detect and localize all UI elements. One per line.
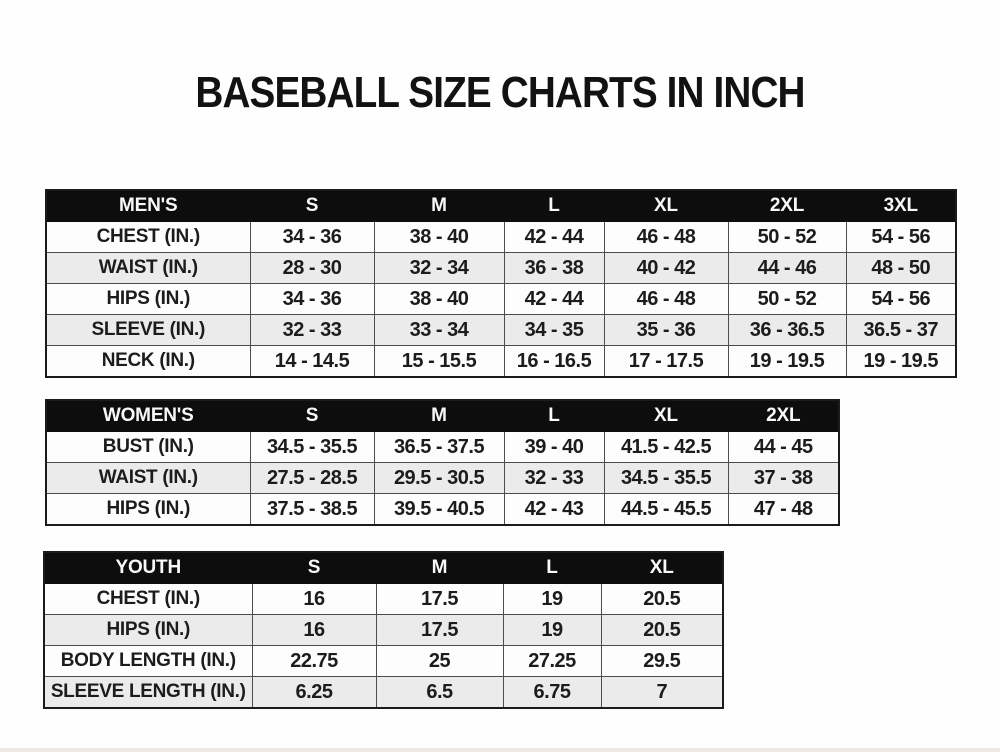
size-column-header: M bbox=[374, 400, 504, 432]
size-value: 34 - 36 bbox=[250, 284, 374, 315]
size-value: 38 - 40 bbox=[374, 222, 504, 253]
size-column-header: S bbox=[250, 400, 374, 432]
size-value: 34.5 - 35.5 bbox=[250, 432, 374, 463]
size-value: 6.5 bbox=[376, 677, 503, 709]
size-value: 19 - 19.5 bbox=[728, 346, 846, 378]
scan-edge-shadow bbox=[0, 748, 1000, 752]
size-column-header: S bbox=[250, 190, 374, 222]
size-value: 20.5 bbox=[601, 584, 723, 615]
size-value: 40 - 42 bbox=[604, 253, 728, 284]
size-row bbox=[46, 346, 956, 378]
measurement-label: SLEEVE (IN.) bbox=[46, 315, 250, 346]
table-title: MEN'S bbox=[46, 190, 250, 222]
size-value: 17.5 bbox=[376, 584, 503, 615]
size-row bbox=[44, 677, 723, 709]
size-value: 14 - 14.5 bbox=[250, 346, 374, 378]
size-row bbox=[46, 463, 839, 494]
size-value: 32 - 34 bbox=[374, 253, 504, 284]
size-row bbox=[46, 315, 956, 346]
size-value: 42 - 44 bbox=[504, 222, 604, 253]
size-value: 54 - 56 bbox=[846, 284, 956, 315]
size-value: 50 - 52 bbox=[728, 284, 846, 315]
table-title: YOUTH bbox=[44, 552, 252, 584]
size-value: 16 - 16.5 bbox=[504, 346, 604, 378]
measurement-label: HIPS (IN.) bbox=[46, 284, 250, 315]
size-column-header: M bbox=[374, 190, 504, 222]
measurement-label: HIPS (IN.) bbox=[44, 615, 252, 646]
size-value: 36.5 - 37 bbox=[846, 315, 956, 346]
size-value: 6.75 bbox=[503, 677, 601, 709]
size-value: 36 - 36.5 bbox=[728, 315, 846, 346]
size-value: 44 - 45 bbox=[728, 432, 839, 463]
size-value: 33 - 34 bbox=[374, 315, 504, 346]
size-value: 39 - 40 bbox=[504, 432, 604, 463]
size-column-header: XL bbox=[601, 552, 723, 584]
size-row bbox=[46, 253, 956, 284]
size-value: 6.25 bbox=[252, 677, 376, 709]
size-column-header: L bbox=[504, 400, 604, 432]
size-value: 36.5 - 37.5 bbox=[374, 432, 504, 463]
header-row bbox=[44, 552, 723, 584]
size-column-header: 3XL bbox=[846, 190, 956, 222]
size-column-header: S bbox=[252, 552, 376, 584]
measurement-label: WAIST (IN.) bbox=[46, 253, 250, 284]
size-value: 35 - 36 bbox=[604, 315, 728, 346]
size-value: 46 - 48 bbox=[604, 222, 728, 253]
youth-size-table bbox=[43, 551, 724, 709]
size-value: 22.75 bbox=[252, 646, 376, 677]
size-value: 20.5 bbox=[601, 615, 723, 646]
size-value: 15 - 15.5 bbox=[374, 346, 504, 378]
mens-size-table bbox=[45, 189, 957, 378]
size-value: 34 - 36 bbox=[250, 222, 374, 253]
size-value: 46 - 48 bbox=[604, 284, 728, 315]
size-value: 34 - 35 bbox=[504, 315, 604, 346]
size-row bbox=[46, 432, 839, 463]
size-column-header: XL bbox=[604, 190, 728, 222]
measurement-label: CHEST (IN.) bbox=[46, 222, 250, 253]
size-value: 19 bbox=[503, 615, 601, 646]
size-column-header: XL bbox=[604, 400, 728, 432]
size-value: 37 - 38 bbox=[728, 463, 839, 494]
size-value: 44.5 - 45.5 bbox=[604, 494, 728, 526]
size-value: 42 - 43 bbox=[504, 494, 604, 526]
size-row bbox=[46, 222, 956, 253]
size-value: 32 - 33 bbox=[250, 315, 374, 346]
measurement-label: WAIST (IN.) bbox=[46, 463, 250, 494]
size-row bbox=[44, 646, 723, 677]
size-value: 28 - 30 bbox=[250, 253, 374, 284]
header-row bbox=[46, 190, 956, 222]
size-value: 50 - 52 bbox=[728, 222, 846, 253]
size-value: 19 - 19.5 bbox=[846, 346, 956, 378]
size-value: 54 - 56 bbox=[846, 222, 956, 253]
size-value: 41.5 - 42.5 bbox=[604, 432, 728, 463]
measurement-label: SLEEVE LENGTH (IN.) bbox=[44, 677, 252, 709]
size-value: 17 - 17.5 bbox=[604, 346, 728, 378]
size-value: 48 - 50 bbox=[846, 253, 956, 284]
size-row bbox=[46, 494, 839, 526]
size-value: 19 bbox=[503, 584, 601, 615]
table-title: WOMEN'S bbox=[46, 400, 250, 432]
size-column-header: L bbox=[504, 190, 604, 222]
measurement-label: HIPS (IN.) bbox=[46, 494, 250, 526]
measurement-label: BUST (IN.) bbox=[46, 432, 250, 463]
size-value: 38 - 40 bbox=[374, 284, 504, 315]
size-row bbox=[44, 615, 723, 646]
size-value: 17.5 bbox=[376, 615, 503, 646]
size-value: 25 bbox=[376, 646, 503, 677]
size-value: 44 - 46 bbox=[728, 253, 846, 284]
header-row bbox=[46, 400, 839, 432]
size-value: 27.5 - 28.5 bbox=[250, 463, 374, 494]
page-title: BASEBALL SIZE CHARTS IN INCH bbox=[195, 68, 805, 117]
size-value: 7 bbox=[601, 677, 723, 709]
size-value: 39.5 - 40.5 bbox=[374, 494, 504, 526]
size-value: 36 - 38 bbox=[504, 253, 604, 284]
size-value: 16 bbox=[252, 615, 376, 646]
size-row bbox=[44, 584, 723, 615]
size-value: 37.5 - 38.5 bbox=[250, 494, 374, 526]
size-column-header: L bbox=[503, 552, 601, 584]
size-value: 42 - 44 bbox=[504, 284, 604, 315]
size-value: 32 - 33 bbox=[504, 463, 604, 494]
size-column-header: 2XL bbox=[728, 400, 839, 432]
womens-size-table bbox=[45, 399, 840, 526]
size-value: 16 bbox=[252, 584, 376, 615]
measurement-label: CHEST (IN.) bbox=[44, 584, 252, 615]
size-column-header: 2XL bbox=[728, 190, 846, 222]
size-row bbox=[46, 284, 956, 315]
size-value: 47 - 48 bbox=[728, 494, 839, 526]
size-value: 27.25 bbox=[503, 646, 601, 677]
size-column-header: M bbox=[376, 552, 503, 584]
size-value: 34.5 - 35.5 bbox=[604, 463, 728, 494]
size-value: 29.5 bbox=[601, 646, 723, 677]
measurement-label: NECK (IN.) bbox=[46, 346, 250, 378]
measurement-label: BODY LENGTH (IN.) bbox=[44, 646, 252, 677]
size-value: 29.5 - 30.5 bbox=[374, 463, 504, 494]
